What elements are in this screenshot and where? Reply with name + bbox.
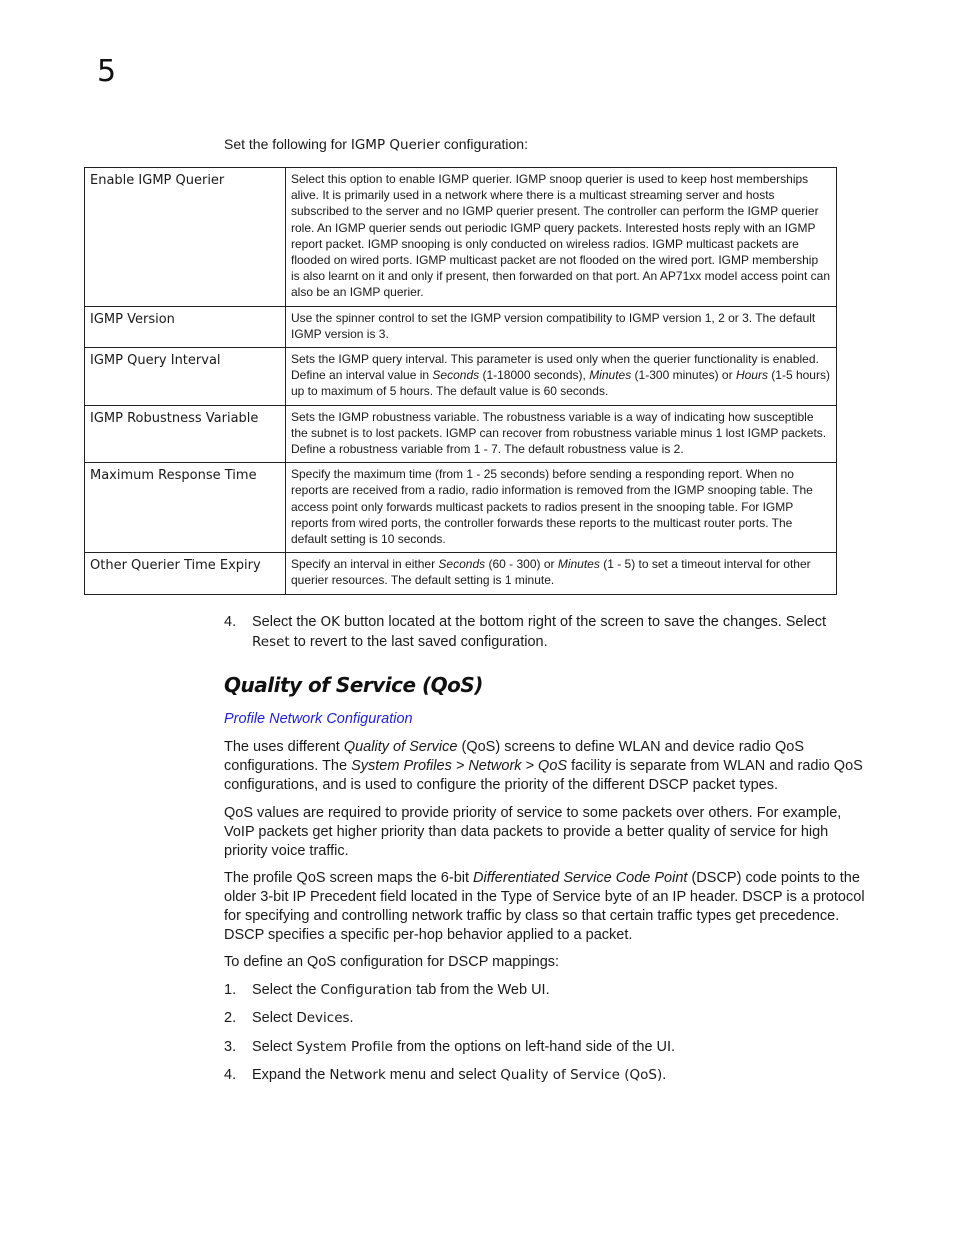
para-text: facility is separate from WLAN and radio QoS configurations, and is used to configure the priority of the different DSCP packet types. bbox=[224, 758, 863, 793]
param-description: Use the spinner control to set the IGMP version compatibility to IGMP version 1, 2 or 3. The default IGMP version is 3. bbox=[286, 306, 837, 347]
intro-term: IGMP Querier bbox=[350, 137, 441, 153]
step-text bbox=[252, 1038, 864, 1058]
step-text-part: from the options on left-hand side of the UI. bbox=[392, 1039, 676, 1055]
step-number: 3. bbox=[224, 1039, 237, 1055]
step-3 bbox=[224, 1038, 864, 1058]
step-text bbox=[252, 1066, 864, 1086]
system-profile-ref: System Profile bbox=[296, 1039, 393, 1055]
table-row bbox=[85, 553, 837, 594]
para-text: (DSCP) code points to the older 3-bit IP Precedent field located in the Type of Service byte of an IP header. DSCP is a protocol for specifying and controlling network traffic by class so that certain traffic types get precedence. DSCP specifies a specific per-hop behavior applied to a packet. bbox=[224, 870, 865, 943]
param-description: Specify the maximum time (from 1 - 25 seconds) before sending a responding report. When no reports are received from a radio, radio information is removed from the IGMP snooping table. The access point only forwards multicast packets to radios present in the snooping table. For IGMP reports from wired ports, the controller forwards these reports to the multicast router ports. The default setting is 10 seconds. bbox=[286, 463, 837, 553]
intro-text-after: configuration: bbox=[440, 136, 528, 152]
step-text-part: Select bbox=[252, 1010, 297, 1026]
desc-italic: Minutes bbox=[557, 557, 600, 572]
paragraph-dscp bbox=[224, 869, 874, 945]
step-text-part: Select bbox=[252, 1039, 297, 1055]
table-row bbox=[85, 463, 837, 553]
reset-button-ref: Reset bbox=[252, 633, 290, 650]
step-text bbox=[252, 1009, 864, 1029]
desc-text: (1-18000 seconds), bbox=[479, 368, 590, 383]
paragraph-qos-intro bbox=[224, 738, 874, 795]
profile-network-configuration-link[interactable]: Profile Network Configuration bbox=[224, 711, 413, 727]
step-2 bbox=[224, 1009, 864, 1029]
desc-text: Specify an interval in either bbox=[291, 557, 439, 572]
para-text: The profile QoS screen maps the 6-bit bbox=[224, 870, 474, 886]
desc-text: Sets the IGMP query interval. This parameter is used only when the querier functionality is enabled. Define an interval value in bbox=[291, 352, 819, 383]
table-row bbox=[85, 306, 837, 347]
chapter-number: 5 bbox=[97, 54, 117, 89]
step-text-part: . bbox=[349, 1010, 354, 1026]
step-text-part: Expand the bbox=[252, 1067, 330, 1083]
param-description bbox=[286, 553, 837, 594]
step-text-part: . bbox=[662, 1067, 667, 1083]
step-text-part: to revert to the last saved configuration. bbox=[289, 633, 548, 650]
step-text-part: Select the bbox=[252, 982, 321, 998]
intro-text bbox=[224, 135, 528, 154]
step-text bbox=[252, 981, 864, 1001]
paragraph-qos-priority: QoS values are required to provide priority of service to some packets over others. For example, VoIP packets get higher priority than data packets to provide a better quality of service for high priority voice traffic. bbox=[224, 805, 842, 859]
param-description bbox=[286, 348, 837, 406]
param-name: IGMP Version bbox=[85, 306, 286, 347]
network-menu-ref: Network bbox=[329, 1067, 386, 1083]
step-number: 1. bbox=[224, 982, 237, 998]
table-row bbox=[85, 168, 837, 307]
table-row bbox=[85, 348, 837, 406]
para-italic: Quality of Service bbox=[343, 739, 458, 755]
step-text-part: tab from the Web UI. bbox=[412, 982, 550, 998]
param-name: Other Querier Time Expiry bbox=[85, 553, 286, 594]
desc-text: (60 - 300) or bbox=[485, 557, 558, 572]
intro-text-before: Set the following for bbox=[224, 136, 351, 152]
step-text-part: button located at the bottom right of the screen to save the changes. Select bbox=[340, 614, 827, 630]
param-name: Enable IGMP Querier bbox=[85, 168, 286, 307]
igmp-querier-table bbox=[84, 167, 837, 595]
step-number: 2. bbox=[224, 1010, 237, 1026]
desc-italic: Minutes bbox=[589, 368, 632, 383]
step-text-part: menu and select bbox=[385, 1067, 501, 1083]
desc-text: (1-300 minutes) or bbox=[631, 368, 736, 383]
ok-button-ref: OK bbox=[320, 614, 340, 630]
para-text: (QoS) screens to define WLAN and device radio QoS configurations. The bbox=[224, 739, 805, 774]
param-description: Sets the IGMP robustness variable. The robustness variable is a way of indicating how susceptible the subnet is to lost packets. IGMP can recover from robustness variable minus 1 lost IGMP packets. Define a robustness variable from 1 - 7. The default robustness value is 2. bbox=[286, 405, 837, 463]
desc-italic: Hours bbox=[735, 368, 768, 383]
step-save bbox=[224, 613, 846, 652]
configuration-tab-ref: Configuration bbox=[320, 982, 413, 998]
step-number: 4. bbox=[224, 1067, 237, 1083]
param-name: Maximum Response Time bbox=[85, 463, 286, 553]
step-text-part: Select the bbox=[252, 614, 321, 630]
para-italic: Differentiated Service Code Point bbox=[473, 870, 688, 886]
section-title: Quality of Service (QoS) bbox=[224, 673, 483, 697]
param-name: IGMP Query Interval bbox=[85, 348, 286, 406]
desc-italic: Seconds bbox=[432, 368, 480, 383]
step-number: 4. bbox=[224, 614, 237, 630]
paragraph-define-qos: To define an QoS configuration for DSCP mappings: bbox=[224, 954, 560, 970]
param-description: Select this option to enable IGMP querier. IGMP snoop querier is used to keep host memberships alive. It is primarily used in a network where there is a multicast streaming server and hosts subscribed to the server and no IGMP querier present. The controller can perform the IGMP querier role. An IGMP querier sends out periodic IGMP query packets. Interested hosts reply with an IGMP report packet. IGMP snooping is only conducted on wireless radios. IGMP multicast packets are flooded on wired ports. IGMP multicast packet are not flooded on the wired port. IGMP membership is also learnt on it and only if present, then forwarded on that port. An AP71xx model access point can also be an IGMP querier. bbox=[286, 168, 837, 307]
step-text bbox=[252, 613, 846, 652]
step-4 bbox=[224, 1066, 864, 1086]
devices-ref: Devices bbox=[296, 1010, 350, 1026]
desc-text: (1 - 5) to set a timeout interval for other querier resources. The default setting is 1 minute. bbox=[291, 557, 811, 588]
param-name: IGMP Robustness Variable bbox=[85, 405, 286, 463]
desc-text: (1-5 hours) up to maximum of 5 hours. The default value is 60 seconds. bbox=[291, 368, 830, 399]
qos-menu-ref: Quality of Service (QoS) bbox=[500, 1067, 663, 1083]
step-1 bbox=[224, 981, 864, 1001]
table-row bbox=[85, 405, 837, 463]
para-italic: System Profiles > Network > QoS bbox=[351, 758, 568, 774]
desc-italic: Seconds bbox=[438, 557, 486, 572]
para-text: The uses different bbox=[224, 739, 344, 755]
